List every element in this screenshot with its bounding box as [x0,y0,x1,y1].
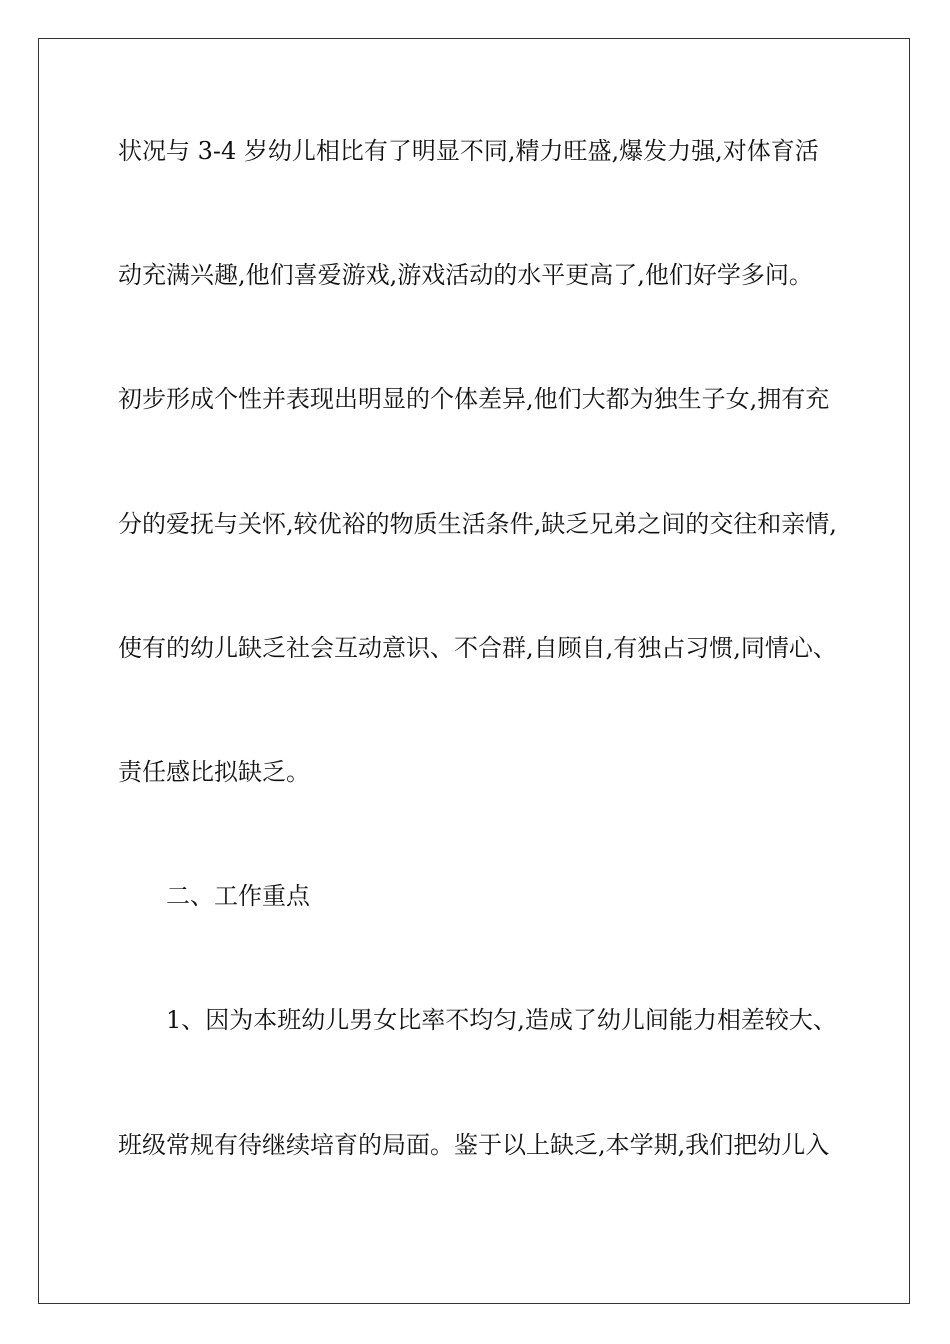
text-line-6: 责任感比拟缺乏。 [118,758,310,786]
text-line-5: 使有的幼儿缺乏社会互动意识、不合群,自顾自,有独占习惯,同情心、 [118,634,837,662]
text-line-3: 初步形成个性并表现出明显的个体差异,他们大都为独生子女,拥有充 [118,385,830,413]
text-line-1: 状况与 3-4 岁幼儿相比有了明显不同,精力旺盛,爆发力强,对体育活 [118,137,819,165]
text-line-9: 班级常规有待继续培育的局面。鉴于以上缺乏,本学期,我们把幼儿入 [118,1131,830,1159]
text-line-8: 1、因为本班幼儿男女比率不均匀,造成了幼儿间能力相差较大、 [166,1006,837,1034]
text-line-2: 动充满兴趣,他们喜爱游戏,游戏活动的水平更高了,他们好学多问。 [118,261,813,289]
section-heading: 二、工作重点 [166,882,310,910]
text-line-4: 分的爱抚与关怀,较优裕的物质生活条件,缺乏兄弟之间的交往和亲情, [118,510,837,538]
page-border [38,38,910,1304]
